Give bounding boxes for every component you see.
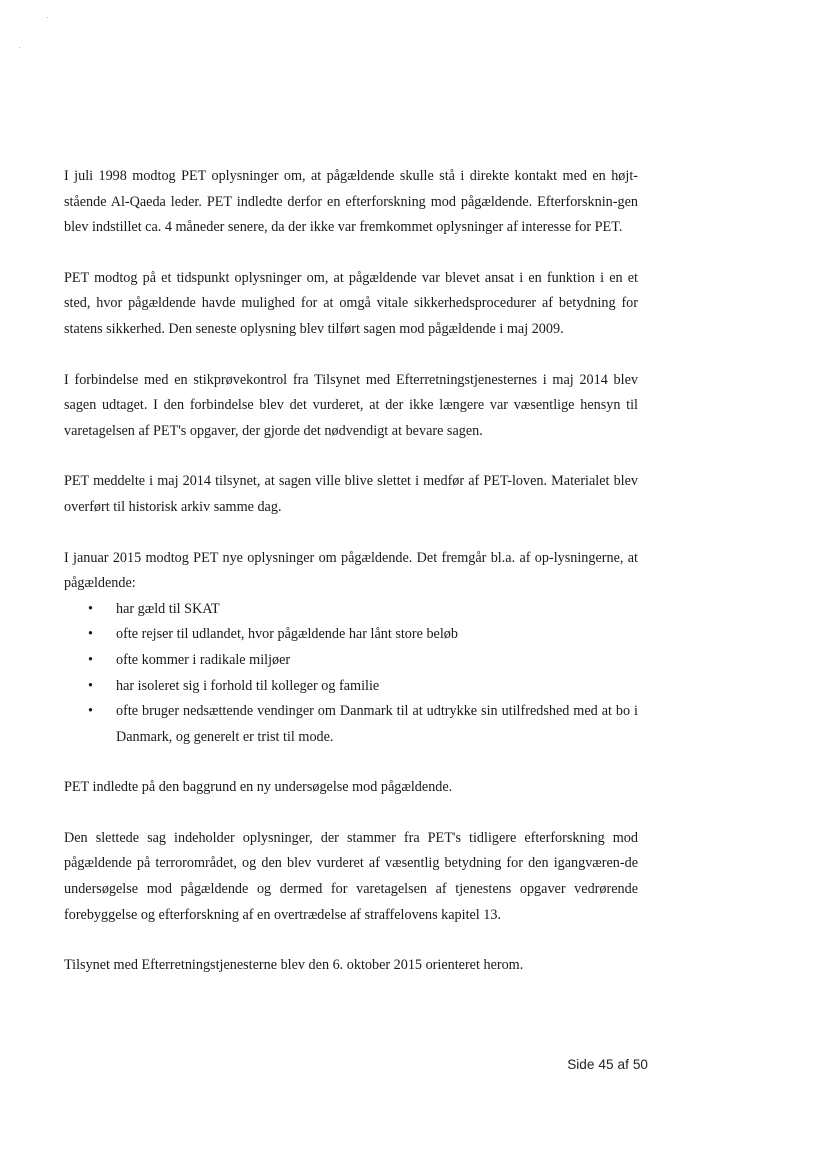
list-item-text: har isoleret sig i forhold til kolleger og familie — [116, 677, 380, 694]
paragraph: PET meddelte i maj 2014 tilsynet, at sagen ville blive slettet i medfør af PET-loven. Materialet blev overført til historisk arkiv samme dag. — [64, 473, 638, 515]
list-item — [64, 648, 638, 674]
bullet-icon: • — [88, 677, 93, 694]
list-item — [64, 622, 638, 648]
page-number — [548, 1057, 648, 1072]
bullet-icon: • — [88, 703, 93, 720]
paragraph: I januar 2015 modtog PET nye oplysninger om pågældende. Det fremgår bl.a. af op-lysningerne, at pågældende: — [64, 549, 638, 592]
paragraph: PET modtog på et tidspunkt oplysninger om, at pågældende var blevet ansat i en funktion i en et sted, hvor pågældende havde mulighed for at omgå vitale sikkerhedsprocedurer af betydning for statens sikkerhed. Den seneste oplysning blev tilført sagen mod pågældende i maj 2009. — [64, 269, 638, 337]
page-total: 50 — [632, 1057, 648, 1072]
list-item — [64, 699, 638, 750]
paragraph: PET indledte på den baggrund en ny undersøgelse mod pågældende. — [64, 779, 453, 796]
page-separator: af — [617, 1057, 629, 1072]
list-item-text: ofte rejser til udlandet, hvor pågældende har lånt store beløb — [116, 626, 458, 643]
paragraph: Den slettede sag indeholder oplysninger, der stammer fra PET's tidligere efterforskning mod pågældende på terrorområdet, og den blev vurderet af væsentlig betydning for den igangværen-de undersøgelse mod pågældende og dermed for varetagelsen af tjenestens opgaver vedrørende forebyggelse og efterforskning af en overtrædelse af straffelovens kapitel 13. — [64, 829, 638, 923]
list-item-text: har gæld til SKAT — [116, 600, 220, 617]
bullet-icon: • — [88, 600, 93, 617]
paragraph: Tilsynet med Efterretningstjenesterne blev den 6. oktober 2015 orienteret herom. — [64, 957, 524, 974]
list-item — [64, 674, 638, 700]
document-body — [64, 164, 638, 1004]
bullet-list — [64, 597, 638, 751]
bullet-icon: • — [88, 626, 93, 643]
paragraph: I forbindelse med en stikprøvekontrol fra Tilsynet med Efterretningstjenesternes i maj 2014 blev sagen udtaget. I den forbindelse blev det vurderet, at der ikke længere var væsentlige hensyn til varetagelsen af PET's opgaver, der gjorde det nødvendigt at bevare sagen. — [64, 371, 638, 439]
bullet-icon: • — [88, 651, 93, 668]
paragraph: I juli 1998 modtog PET oplysninger om, at pågældende skulle stå i direkte kontakt med en højt-stående Al-Qaeda leder. PET indledte derfor en efterforskning mod pågældende. Efterforsknin-gen blev indstillet ca. 4 måneder senere, da der ikke var fremkommet oplysninger af interesse for PET. — [64, 168, 638, 236]
page-prefix: Side — [567, 1057, 595, 1072]
page-current: 45 — [598, 1057, 614, 1072]
list-item — [64, 597, 638, 623]
scan-speck — [19, 47, 20, 48]
list-item-text: ofte kommer i radikale miljøer — [116, 651, 291, 668]
scan-speck — [47, 17, 48, 18]
list-item-text: ofte bruger nedsættende vendinger om Danmark til at udtrykke sin utilfredshed med at bo i Danmark, og generelt er trist til mode. — [116, 703, 638, 745]
